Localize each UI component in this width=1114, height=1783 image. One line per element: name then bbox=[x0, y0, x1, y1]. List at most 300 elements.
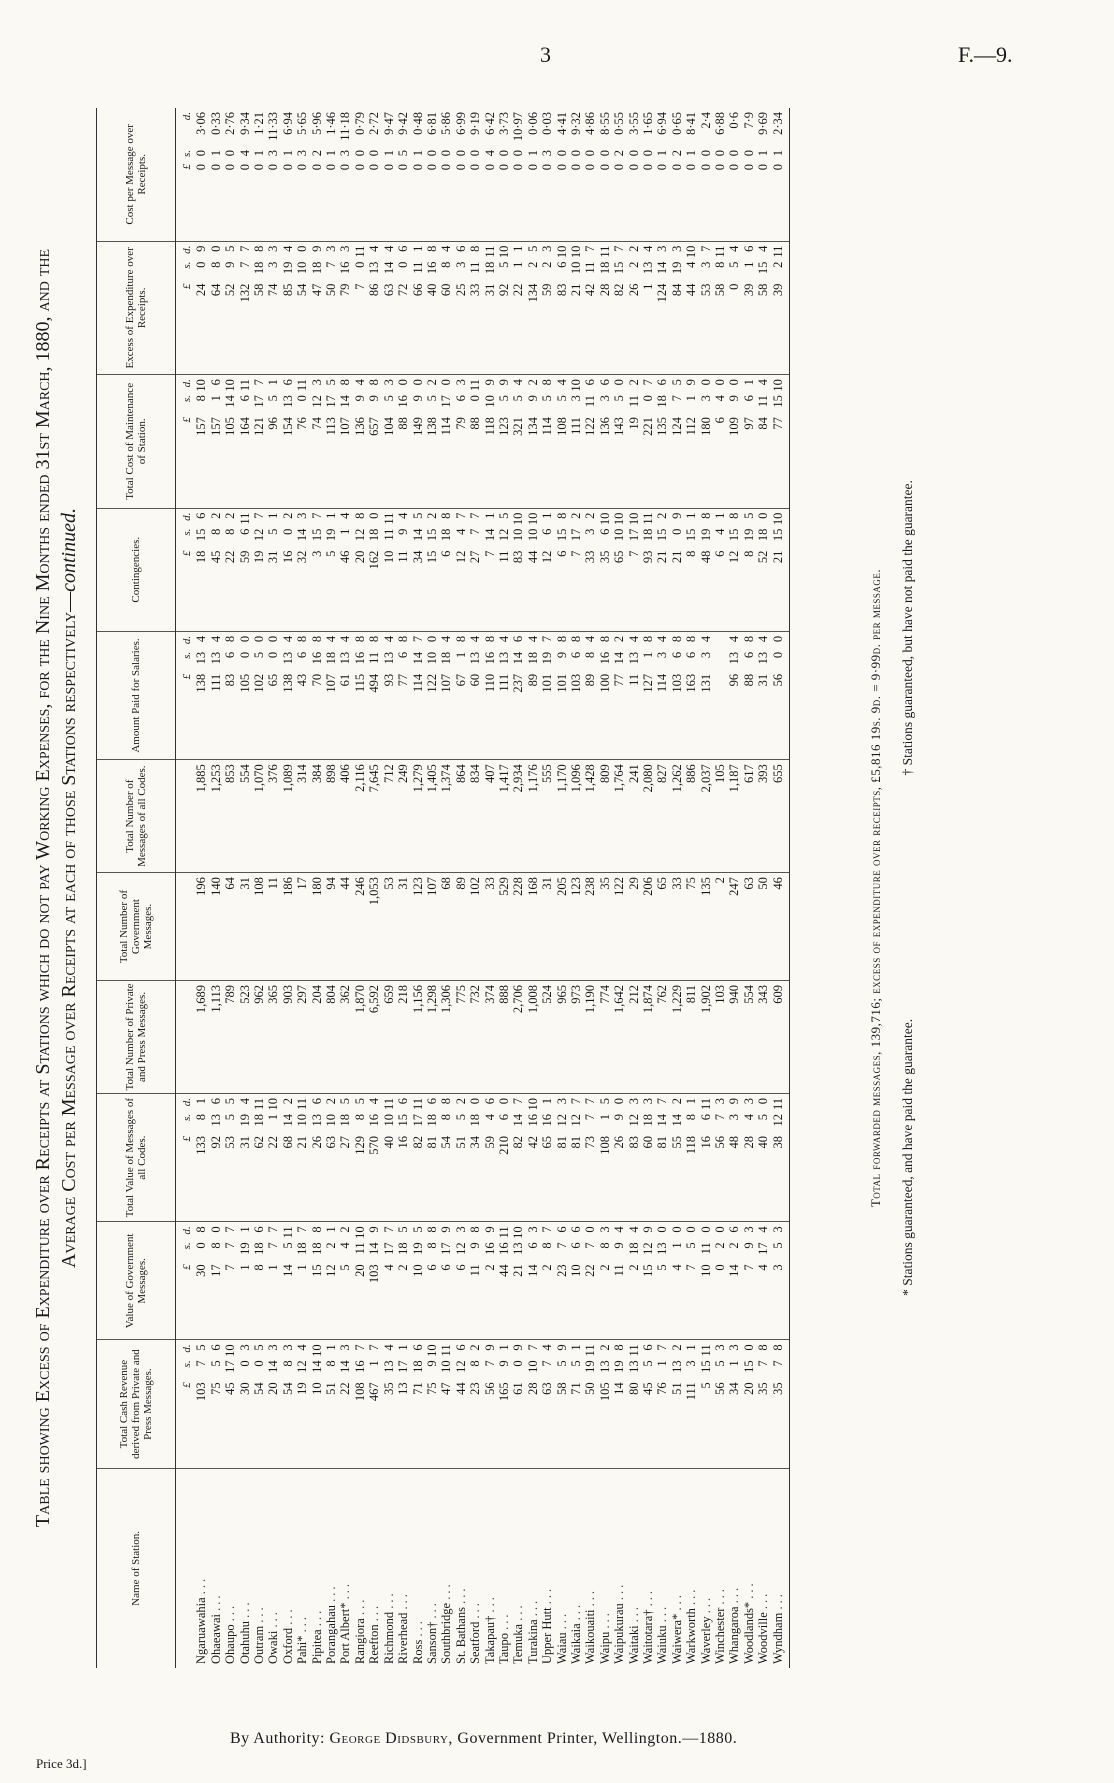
table-cell bbox=[396, 108, 410, 241]
pounds: 0 bbox=[367, 164, 382, 171]
shillings: 1 bbox=[597, 1113, 612, 1121]
pounds: 5 bbox=[655, 1264, 670, 1271]
table-cell bbox=[627, 1093, 641, 1221]
table-row bbox=[367, 108, 381, 1668]
pence: 6 bbox=[597, 379, 612, 386]
table-row bbox=[655, 108, 669, 1668]
pounds: 0 bbox=[568, 164, 583, 171]
shillings: 18 bbox=[439, 528, 454, 542]
table-cell bbox=[295, 760, 309, 873]
table-cell bbox=[411, 760, 425, 873]
table-cell bbox=[583, 1340, 597, 1468]
pounds: 6 bbox=[554, 550, 569, 557]
table-cell bbox=[540, 631, 554, 759]
table-cell bbox=[324, 1093, 338, 1221]
shillings: 8 bbox=[424, 1242, 439, 1249]
pounds: 0 bbox=[266, 164, 281, 171]
pounds: 114 bbox=[439, 417, 454, 436]
pounds: 21 bbox=[568, 283, 583, 297]
table-cell bbox=[209, 1093, 223, 1221]
pence: 8 bbox=[684, 635, 699, 643]
shillings: 13 bbox=[381, 651, 396, 665]
table-cell bbox=[252, 108, 266, 241]
pence: 5 bbox=[597, 1097, 612, 1105]
government-messages-count: 31 bbox=[237, 877, 252, 890]
shillings: 19 bbox=[280, 261, 295, 275]
table-cell bbox=[454, 1222, 468, 1340]
shillings: 1 bbox=[280, 150, 295, 157]
government-messages-count: 33 bbox=[482, 877, 497, 890]
all-messages-count: 1,417 bbox=[496, 764, 511, 793]
pence: 1 bbox=[496, 1344, 511, 1351]
private-messages-count: 962 bbox=[252, 984, 267, 1004]
government-messages-count: 205 bbox=[554, 877, 569, 896]
government-messages-count: 31 bbox=[540, 877, 555, 890]
table-cell bbox=[598, 1340, 612, 1468]
private-messages-count: 965 bbox=[554, 984, 569, 1004]
table-cell: Winchester ... bbox=[713, 1586, 728, 1664]
table-cell bbox=[252, 241, 266, 375]
table-cell bbox=[209, 980, 223, 1093]
table-cell bbox=[454, 1340, 468, 1468]
pence: 5·86 bbox=[439, 112, 454, 135]
shillings: 17 bbox=[439, 395, 454, 408]
pounds: 0 bbox=[439, 164, 454, 171]
shillings: 5 bbox=[223, 1113, 238, 1121]
shillings: 14 bbox=[266, 1360, 281, 1373]
pounds: 15 bbox=[424, 550, 439, 564]
shillings: 15 bbox=[756, 261, 771, 275]
pence: 11 bbox=[410, 1097, 425, 1110]
pounds: 114 bbox=[655, 673, 670, 693]
table-cell bbox=[540, 760, 554, 873]
table-cell: Waikouaiti ... bbox=[583, 1587, 598, 1664]
table-cell bbox=[367, 508, 381, 631]
table-cell bbox=[598, 1222, 612, 1340]
pounds: 28 bbox=[597, 283, 612, 297]
table-cell bbox=[367, 1340, 381, 1468]
table-cell bbox=[382, 631, 396, 759]
table-cell: Whangaroa ... bbox=[727, 1584, 742, 1664]
pence: 8 bbox=[352, 512, 367, 519]
pounds: 149 bbox=[410, 417, 425, 436]
pounds: 2 bbox=[597, 1264, 612, 1271]
all-messages-count: 1,089 bbox=[280, 764, 295, 793]
pence: 6 bbox=[727, 1226, 742, 1233]
pounds: 83 bbox=[511, 550, 526, 564]
private-messages-count: 1,870 bbox=[352, 984, 367, 1014]
pounds: 83 bbox=[554, 283, 569, 297]
pence: 0·79 bbox=[352, 112, 367, 135]
private-messages-count: 1,190 bbox=[583, 984, 598, 1014]
pence: 4 bbox=[511, 379, 526, 386]
pence: 0 bbox=[669, 1226, 684, 1233]
private-messages-count: 940 bbox=[727, 984, 742, 1004]
pence: 10 bbox=[525, 512, 540, 526]
table-cell bbox=[310, 760, 324, 873]
shillings: 18 bbox=[756, 528, 771, 542]
pence: 5 bbox=[496, 512, 511, 519]
shillings: 11 bbox=[756, 395, 771, 408]
pounds: 24 bbox=[194, 283, 209, 297]
table-cell bbox=[382, 1340, 396, 1468]
government-messages-count: 63 bbox=[741, 877, 756, 890]
private-messages-count: 297 bbox=[295, 984, 310, 1004]
table-cell bbox=[425, 375, 439, 509]
pence: 4 bbox=[612, 1226, 627, 1233]
pence: 0·03 bbox=[540, 112, 555, 135]
pence: 2 bbox=[626, 379, 641, 386]
table-cell bbox=[540, 873, 554, 981]
pounds: 0 bbox=[410, 164, 425, 171]
pounds: 63 bbox=[381, 283, 396, 297]
table-cell: Wyndham ... bbox=[771, 1468, 790, 1668]
imprint-suffix: Government Printer, Wellington.—1880. bbox=[457, 1730, 738, 1747]
shillings: 16 bbox=[352, 651, 367, 665]
pence: 11·18 bbox=[338, 112, 353, 141]
table-cell bbox=[194, 873, 208, 981]
pounds: 21 bbox=[511, 1264, 526, 1277]
shillings: 0 bbox=[453, 150, 468, 157]
table-cell bbox=[670, 241, 684, 375]
pence: 1·21 bbox=[252, 112, 267, 135]
table-cell bbox=[194, 1222, 208, 1340]
pounds: 17 bbox=[208, 1264, 223, 1277]
document-reference: F.—9. bbox=[958, 42, 1013, 67]
table-cell bbox=[699, 631, 713, 759]
shillings: 5 bbox=[496, 261, 511, 268]
shillings: 14 bbox=[367, 1242, 382, 1255]
pounds: 7 bbox=[626, 550, 641, 557]
table-cell bbox=[209, 375, 223, 509]
private-messages-count: 1,642 bbox=[612, 984, 627, 1014]
pence: 8 bbox=[309, 635, 324, 643]
pounds: 108 bbox=[352, 1382, 367, 1402]
table-cell bbox=[281, 1222, 295, 1340]
table-cell bbox=[310, 108, 324, 241]
station-name: Ohaeawai bbox=[208, 1614, 223, 1664]
table-cell bbox=[641, 631, 655, 759]
station-name: Waverley bbox=[698, 1616, 713, 1664]
table-cell bbox=[627, 980, 641, 1093]
station-name: Turakina bbox=[525, 1619, 540, 1664]
pence: 3 bbox=[554, 1097, 569, 1105]
shillings: 19 bbox=[324, 528, 339, 542]
shillings: 6 bbox=[741, 651, 756, 659]
pence: 3·73 bbox=[496, 112, 511, 135]
pence: 7 bbox=[223, 1226, 238, 1233]
pounds: 136 bbox=[597, 417, 612, 436]
shillings: 2 bbox=[324, 1242, 339, 1249]
table-cell bbox=[526, 375, 540, 509]
table-cell bbox=[295, 241, 309, 375]
pounds: 44 bbox=[525, 550, 540, 564]
shillings: 1 bbox=[655, 150, 670, 157]
pounds: 5 bbox=[324, 550, 339, 557]
table-cell bbox=[742, 1340, 756, 1468]
pence: 4 bbox=[756, 635, 771, 643]
government-messages-count: 186 bbox=[280, 877, 295, 896]
shillings: 0 bbox=[626, 150, 641, 157]
government-messages-count: 89 bbox=[453, 877, 468, 890]
table-cell bbox=[771, 375, 790, 509]
shillings: 3 bbox=[655, 651, 670, 659]
table-cell bbox=[569, 108, 583, 241]
table-cell bbox=[367, 108, 381, 241]
government-messages-count: 31 bbox=[396, 877, 411, 890]
table-cell bbox=[526, 1093, 540, 1221]
unit-pence: d. bbox=[181, 1344, 193, 1353]
table-cell bbox=[194, 1340, 208, 1468]
table-row bbox=[569, 108, 583, 1668]
table-cell bbox=[468, 631, 482, 759]
station-name: Waipukurau bbox=[612, 1603, 627, 1664]
table-row bbox=[540, 108, 554, 1668]
unit-shillings: s. bbox=[181, 651, 193, 659]
pounds: 0 bbox=[295, 164, 310, 171]
all-messages-count: 1,279 bbox=[410, 764, 425, 793]
pounds: 28 bbox=[741, 1135, 756, 1149]
table-cell bbox=[454, 241, 468, 375]
shillings: 15 bbox=[684, 528, 699, 542]
table-row bbox=[771, 108, 790, 1668]
pounds: 48 bbox=[698, 550, 713, 564]
table-cell bbox=[295, 631, 309, 759]
table-cell bbox=[511, 508, 525, 631]
table-row bbox=[382, 108, 396, 1668]
pence: 4 bbox=[439, 245, 454, 252]
column-header: Cost per Message over Receipts. bbox=[97, 108, 176, 241]
pounds: 18 bbox=[194, 550, 209, 564]
table-cell bbox=[699, 760, 713, 873]
table-cell bbox=[598, 508, 612, 631]
shillings: 5 bbox=[424, 395, 439, 402]
private-messages-count: 888 bbox=[496, 984, 511, 1004]
pence: 11 bbox=[770, 245, 785, 258]
pence: 7 bbox=[583, 1097, 598, 1105]
table-cell bbox=[454, 375, 468, 509]
pence: 8 bbox=[540, 379, 555, 386]
private-messages-count: 103 bbox=[713, 984, 728, 1004]
shillings: 6 bbox=[237, 528, 252, 535]
table-cell bbox=[511, 241, 525, 375]
pence: 5 bbox=[410, 512, 425, 519]
table-cell bbox=[497, 760, 511, 873]
government-messages-count: 108 bbox=[252, 877, 267, 896]
pence: 11 bbox=[597, 245, 612, 258]
pounds: 0 bbox=[612, 164, 627, 171]
pence: 11 bbox=[381, 512, 396, 525]
shillings: 11 bbox=[367, 651, 382, 664]
table-cell bbox=[425, 108, 439, 241]
pounds: 0 bbox=[453, 164, 468, 171]
pounds: 7 bbox=[482, 550, 497, 557]
shillings: 10 bbox=[525, 1360, 540, 1373]
table-row bbox=[756, 108, 770, 1668]
pence: 8 bbox=[453, 635, 468, 643]
pence: 9·19 bbox=[468, 112, 483, 135]
pounds: 103 bbox=[669, 673, 684, 693]
shillings: 0 bbox=[352, 261, 367, 268]
pounds: 210 bbox=[496, 1135, 511, 1155]
table-row bbox=[742, 108, 756, 1668]
pence: 11 bbox=[381, 1097, 396, 1110]
government-messages-count: 246 bbox=[352, 877, 367, 896]
page-number: 3 bbox=[540, 42, 551, 67]
shillings: 15 bbox=[770, 528, 785, 542]
table-cell bbox=[353, 108, 367, 241]
column-header: Total Number of Messages of all Codes. bbox=[97, 760, 176, 873]
table-cell bbox=[324, 873, 338, 981]
table-cell bbox=[598, 108, 612, 241]
table-cell bbox=[194, 980, 208, 1093]
table-cell bbox=[684, 108, 698, 241]
table-cell bbox=[627, 631, 641, 759]
pounds: 127 bbox=[641, 673, 655, 693]
table-cell bbox=[281, 108, 295, 241]
pence: 4 bbox=[626, 1226, 641, 1233]
table-cell bbox=[266, 1093, 280, 1221]
pounds: 65 bbox=[540, 1135, 555, 1149]
shillings: 13 bbox=[496, 651, 511, 665]
shillings: 13 bbox=[727, 651, 742, 665]
table-cell bbox=[439, 241, 453, 375]
pence: 6 bbox=[511, 635, 526, 643]
table-row bbox=[396, 108, 410, 1668]
shillings: 7 bbox=[540, 1360, 555, 1367]
table-cell bbox=[223, 108, 237, 241]
table-cell: Reefton ... bbox=[367, 1602, 382, 1664]
shillings: 6 bbox=[453, 395, 468, 402]
pence: 11 bbox=[280, 1226, 295, 1239]
all-messages-count: 1,262 bbox=[669, 764, 684, 793]
pence: 1·46 bbox=[324, 112, 339, 135]
table-cell bbox=[382, 1222, 396, 1340]
government-messages-count: 75 bbox=[684, 877, 699, 890]
pence: 10 bbox=[770, 379, 785, 392]
shillings: 9 bbox=[727, 395, 742, 402]
table-cell bbox=[742, 108, 756, 241]
pence: 9 bbox=[669, 512, 684, 519]
pence: 5 bbox=[324, 379, 339, 386]
pounds: 89 bbox=[525, 673, 540, 687]
pence: 0 bbox=[295, 245, 310, 252]
government-messages-count: 35 bbox=[597, 877, 612, 890]
pence: 0 bbox=[208, 1226, 223, 1233]
table-cell bbox=[454, 873, 468, 981]
pence: 1 bbox=[684, 1344, 699, 1351]
shillings: 6 bbox=[223, 651, 238, 659]
shillings: 8 bbox=[439, 1113, 454, 1121]
table-cell bbox=[454, 631, 468, 759]
shillings: 9 bbox=[367, 395, 382, 402]
pounds: 75 bbox=[424, 1382, 439, 1395]
shillings: 0 bbox=[194, 261, 209, 268]
pounds: 143 bbox=[612, 417, 627, 436]
table-cell bbox=[353, 241, 367, 375]
table-cell bbox=[526, 108, 540, 241]
pounds: 112 bbox=[684, 417, 699, 436]
government-messages-count: 196 bbox=[194, 877, 209, 896]
pence: 11 bbox=[496, 1226, 511, 1239]
pence: 3 bbox=[770, 1226, 785, 1233]
pence: 4·41 bbox=[554, 112, 569, 135]
pounds: 47 bbox=[439, 1382, 454, 1395]
stations-table bbox=[96, 108, 790, 1668]
pounds: 22 bbox=[223, 550, 238, 564]
table-cell: Takapau† ... bbox=[482, 1594, 497, 1664]
table-cell bbox=[266, 1340, 280, 1468]
pence: 1 bbox=[237, 1226, 252, 1233]
table-title bbox=[30, 108, 82, 1668]
pounds: 11 bbox=[496, 550, 511, 563]
pence: 0 bbox=[770, 635, 785, 643]
table-cell bbox=[324, 508, 338, 631]
table-cell bbox=[526, 980, 540, 1093]
pounds: 138 bbox=[194, 673, 209, 693]
pounds: 134 bbox=[525, 417, 540, 436]
table-cell bbox=[771, 241, 790, 375]
unit-pence: d. bbox=[181, 112, 193, 121]
pence: 3 bbox=[713, 1097, 728, 1105]
pence: 1 bbox=[266, 379, 281, 386]
unit-pounds: £ bbox=[181, 550, 193, 557]
pence: 2 bbox=[669, 1097, 684, 1105]
table-cell bbox=[439, 631, 453, 759]
shillings: 1 bbox=[367, 1360, 382, 1367]
pounds: 83 bbox=[626, 1135, 641, 1149]
table-cell bbox=[439, 108, 453, 241]
table-cell bbox=[727, 241, 741, 375]
pence: 9·32 bbox=[568, 112, 583, 135]
pence: 8 bbox=[439, 1097, 454, 1105]
pence: 11 bbox=[439, 1344, 454, 1357]
table-cell bbox=[511, 760, 525, 873]
shillings: 6 bbox=[496, 1113, 511, 1121]
pounds: 51 bbox=[669, 1382, 684, 1395]
pence: 8 bbox=[597, 635, 612, 643]
pence: 9·69 bbox=[756, 112, 771, 135]
pounds: 7 bbox=[568, 550, 583, 557]
pounds: 40 bbox=[756, 1135, 771, 1149]
station-name: Waiuku bbox=[655, 1625, 670, 1664]
pence: 0 bbox=[583, 1226, 598, 1233]
shillings: 12 bbox=[453, 1360, 468, 1373]
shillings: 19 bbox=[612, 1360, 627, 1373]
shillings: 6 bbox=[540, 528, 555, 535]
government-messages-count: 140 bbox=[208, 877, 223, 896]
pounds: 657 bbox=[367, 417, 382, 436]
table-cell bbox=[756, 1340, 770, 1468]
pence: 10 bbox=[568, 379, 583, 392]
shillings: 16 bbox=[525, 1113, 540, 1127]
pence: 4·86 bbox=[583, 112, 598, 135]
table-cell bbox=[367, 760, 381, 873]
pounds: 7 bbox=[223, 1264, 238, 1271]
all-messages-count: 712 bbox=[381, 764, 396, 783]
table-cell bbox=[511, 980, 525, 1093]
private-messages-count: 523 bbox=[237, 984, 252, 1004]
table-cell bbox=[411, 1222, 425, 1340]
shillings: 1 bbox=[641, 651, 655, 659]
pounds: 221 bbox=[641, 417, 655, 436]
pence: 8 bbox=[756, 1344, 771, 1351]
table-cell bbox=[266, 873, 280, 981]
shillings: 10 bbox=[612, 528, 627, 542]
table-cell bbox=[439, 375, 453, 509]
pence: 10 bbox=[223, 379, 238, 392]
government-messages-count: 247 bbox=[727, 877, 742, 896]
